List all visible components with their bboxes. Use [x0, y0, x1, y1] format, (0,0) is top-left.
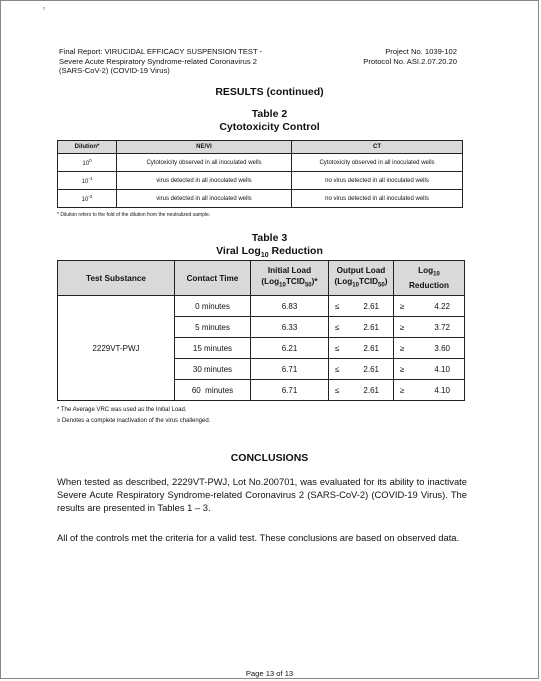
reduction-cell: ≥ 4.10	[394, 359, 465, 380]
initial-load-cell: 6.33	[251, 317, 329, 338]
dilution-cell: $10^0$	[58, 154, 117, 172]
table3-title	[1, 232, 538, 262]
output-load-cell: ≤ 2.61	[329, 317, 394, 338]
header-line: Final Report: VIRUCIDAL EFFICACY SUSPENSION TEST -	[59, 47, 263, 56]
conclusions-heading: CONCLUSIONS	[230, 452, 309, 464]
column-header: NE/VI	[117, 141, 292, 154]
reduction-cell: ≥ 4.22	[394, 296, 465, 317]
reduction-cell: ≥ 3.72	[394, 317, 465, 338]
reduction-cell: ≥ 3.60	[394, 338, 465, 359]
initial-load-cell: 6.83	[251, 296, 329, 317]
report-header-left	[59, 47, 309, 76]
table3-footnote-1: * The Average VRC was used as the Initial Load.	[57, 407, 187, 413]
table-row	[58, 172, 463, 190]
ct-cell: no virus detected in all inoculated wells	[292, 172, 463, 190]
dilution-cell: $10^{-2}$	[58, 190, 117, 208]
corner-mark: ᶻ	[43, 7, 46, 13]
table3-footnote-2: ≥ Denotes a complete inactivation of the virus challenged.	[57, 418, 211, 424]
output-load-cell: ≤ 2.61	[329, 338, 394, 359]
dilution-cell: $10^{-1}$	[58, 172, 117, 190]
nevi-cell: virus detected in all inoculated wells	[117, 172, 292, 190]
header-line: (SARS-CoV-2) (COVID-19 Virus)	[59, 66, 170, 76]
protocol-number: Protocol No. ASI.2.07.20.20	[363, 56, 457, 66]
output-load-cell: ≤ 2.61	[329, 359, 394, 380]
column-header: Log$_{10}$ Reduction	[394, 261, 465, 296]
table-row	[58, 154, 463, 172]
output-load-cell: ≤ 2.61	[329, 296, 394, 317]
contact-time-cell: 5 minutes	[175, 317, 251, 338]
viral-reduction-table	[57, 260, 465, 401]
contact-time-cell: 60 minutes	[175, 380, 251, 401]
table2-title	[1, 108, 538, 134]
initial-load-cell: 6.71	[251, 359, 329, 380]
cytotoxicity-table	[57, 140, 463, 208]
initial-load-cell: 6.21	[251, 338, 329, 359]
column-header: Dilution*	[58, 141, 117, 154]
reduction-cell: ≥ 4.10	[394, 380, 465, 401]
project-number: Project No. 1039-102	[385, 47, 457, 56]
page-number: Page 13 of 13	[245, 669, 294, 678]
table2-footnote: * Dilution refers to the fold of the dilution from the neutralized sample.	[57, 212, 211, 218]
table3-title-line2: Viral Log$_{10}$ Reduction	[216, 245, 323, 260]
column-header: Output Load $(Log_{10}TCID_{50})$	[329, 261, 394, 296]
report-header-right	[297, 47, 457, 66]
column-header: CT	[292, 141, 463, 154]
table2-title-line2: Cytotoxicity Control	[219, 121, 320, 133]
table2-title-line1: Table 2	[251, 108, 288, 120]
test-substance-cell: 2229VT-PWJ	[58, 296, 175, 401]
conclusion-paragraph-1: When tested as described, 2229VT-PWJ, Lot No.200701, was evaluated for its ability to inactivate Severe Acute Respiratory Syndrome-related Coronavirus 2 (SARS-CoV-2) (COVID-19 Virus). The results are presented in Tables 1 – 3.	[57, 476, 467, 513]
table-row	[58, 190, 463, 208]
column-header: Initial Load $(Log_{10}TCID_{50})*$	[251, 261, 329, 296]
ct-cell: Cytotoxicity observed in all inoculated wells	[292, 154, 463, 172]
column-header: Contact Time	[175, 261, 251, 296]
nevi-cell: Cytotoxicity observed in all inoculated wells	[117, 154, 292, 172]
column-header: Test Substance	[58, 261, 175, 296]
conclusion-paragraph-2: All of the controls met the criteria for a valid test. These conclusions are based on observed data.	[57, 532, 460, 543]
table-header-row	[58, 261, 465, 296]
ct-cell: no virus detected in all inoculated wells	[292, 190, 463, 208]
initial-load-cell: 6.71	[251, 380, 329, 401]
table-row	[58, 296, 465, 317]
contact-time-cell: 0 minutes	[175, 296, 251, 317]
table3-title-line1: Table 3	[251, 232, 288, 244]
nevi-cell: virus detected in all inoculated wells	[117, 190, 292, 208]
output-load-cell: ≤ 2.61	[329, 380, 394, 401]
contact-time-cell: 30 minutes	[175, 359, 251, 380]
results-heading: RESULTS (continued)	[215, 86, 324, 98]
table-header-row	[58, 141, 463, 154]
header-line: Severe Acute Respiratory Syndrome-related Coronavirus 2	[59, 56, 257, 66]
contact-time-cell: 15 minutes	[175, 338, 251, 359]
